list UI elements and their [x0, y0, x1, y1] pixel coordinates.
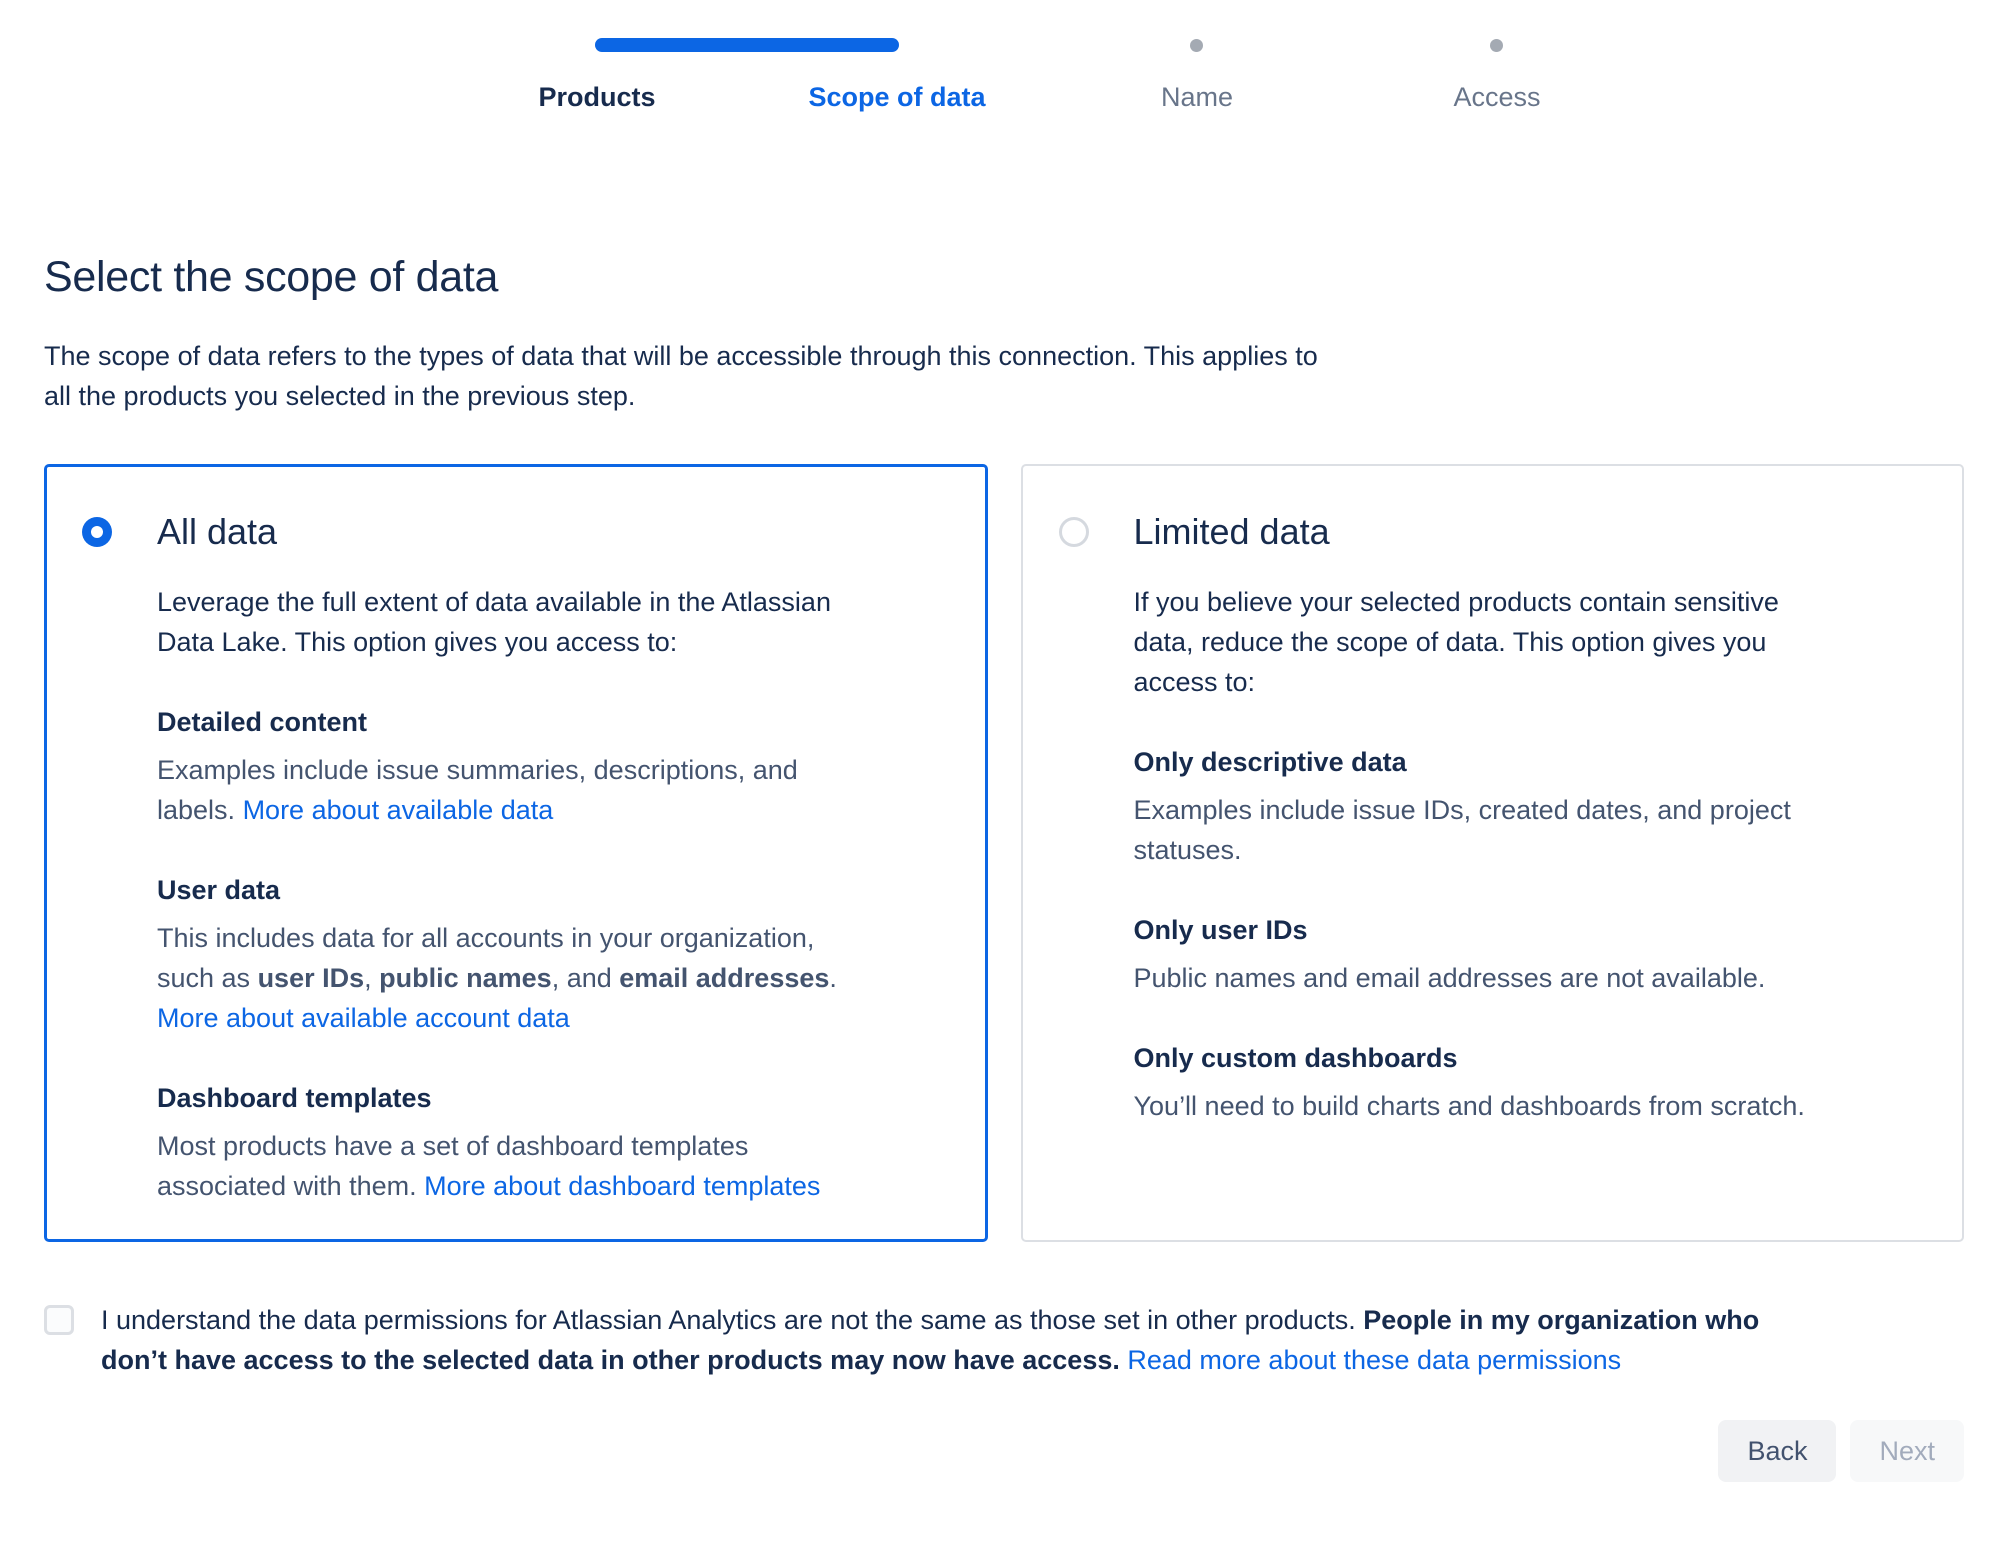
section-heading-only-user-ids: Only user IDs [1133, 915, 1308, 945]
radio-limited-data[interactable] [1059, 517, 1089, 547]
section-heading-dashboard-templates: Dashboard templates [157, 1083, 432, 1113]
wizard-stepper [447, 31, 1647, 113]
section-body-only-custom-dashboards: You’ll need to build charts and dashboards from scratch. [1133, 1091, 1805, 1121]
section-body-detailed-content [157, 750, 946, 830]
option-title-all-data: All data [157, 511, 278, 552]
section-detailed-content [157, 702, 946, 830]
user-data-line-2 [157, 958, 946, 998]
acknowledgement-bold-text-2: don’t have access to the selected data in other products may now have access. [101, 1345, 1128, 1375]
option-card-all-data[interactable] [44, 464, 988, 1242]
scope-of-data-wizard [0, 31, 2008, 1482]
acknowledgement-line-2 [101, 1340, 1759, 1380]
link-read-more-data-permissions[interactable]: Read more about these data permissions [1127, 1345, 1622, 1375]
option-body-all-data [157, 582, 946, 1206]
wizard-footer [44, 1420, 1964, 1482]
only-descriptive-data-line-2: statuses. [1133, 835, 1242, 865]
detailed-content-line-2 [157, 790, 946, 830]
user-data-bold-user-ids: user IDs [257, 963, 365, 993]
user-data-line-1: This includes data for all accounts in your organization, [157, 923, 815, 953]
option-body-limited-data [1134, 582, 1923, 1126]
section-body-only-descriptive-data [1134, 790, 1923, 870]
section-body-only-user-ids: Public names and email addresses are not available. [1133, 963, 1766, 993]
stepper-progress-bar [595, 38, 899, 52]
user-data-sep-2: , and [551, 963, 620, 993]
option-title-limited-data: Limited data [1133, 511, 1330, 552]
acknowledgement-line-1 [101, 1300, 1759, 1340]
section-only-user-ids [1134, 910, 1923, 998]
stepper-dot-access [1490, 39, 1503, 52]
user-data-bold-public-names: public names [379, 963, 552, 993]
stepper-step-products: Products [538, 82, 656, 112]
all-data-lead [157, 582, 946, 662]
next-button[interactable]: Next [1850, 1420, 1964, 1482]
option-card-limited-data[interactable] [1021, 464, 1965, 1242]
limited-data-lead-line-1: If you believe your selected products contain sensitive [1133, 587, 1779, 617]
dashboard-templates-line-1: Most products have a set of dashboard templates [157, 1131, 749, 1161]
section-body-dashboard-templates [157, 1126, 946, 1206]
acknowledgement-text [101, 1300, 1759, 1380]
section-only-descriptive-data [1134, 742, 1923, 870]
section-only-custom-dashboards [1134, 1038, 1923, 1126]
section-dashboard-templates [157, 1078, 946, 1206]
data-permissions-checkbox[interactable] [44, 1305, 74, 1335]
page-title: Select the scope of data [44, 253, 499, 301]
only-descriptive-data-line-1: Examples include issue IDs, created dates, and project [1133, 795, 1791, 825]
page-description [44, 336, 1964, 416]
link-more-about-available-data[interactable]: More about available data [242, 795, 554, 825]
limited-data-lead [1134, 582, 1923, 702]
section-user-data [157, 870, 946, 1038]
acknowledgement-normal-text: I understand the data permissions for Atlassian Analytics are not the same as those set in other products. [101, 1305, 1364, 1335]
back-button[interactable]: Back [1718, 1420, 1836, 1482]
dashboard-templates-line-2-text: associated with them. [157, 1171, 425, 1201]
user-data-sep-1: , [364, 963, 380, 993]
page-description-line-2: all the products you selected in the previous step. [44, 381, 636, 411]
user-data-link-line [157, 998, 946, 1038]
user-data-bold-email-addresses: email addresses [619, 963, 830, 993]
detailed-content-line-1: Examples include issue summaries, descriptions, and [157, 755, 798, 785]
scope-options [44, 464, 1964, 1242]
stepper-step-access: Access [1453, 82, 1541, 112]
limited-data-lead-line-3: access to: [1133, 667, 1256, 697]
acknowledgement-row [44, 1300, 1964, 1380]
user-data-line-2-prefix: such as [157, 963, 258, 993]
link-more-about-dashboard-templates[interactable]: More about dashboard templates [424, 1171, 821, 1201]
acknowledgement-bold-text-1: People in my organization who [1363, 1305, 1760, 1335]
all-data-lead-line-2: Data Lake. This option gives you access to: [157, 627, 678, 657]
section-body-user-data [157, 918, 946, 1038]
user-data-suffix: . [829, 963, 837, 993]
all-data-lead-line-1: Leverage the full extent of data available in the Atlassian [157, 587, 831, 617]
option-head-all-data [82, 510, 946, 554]
option-head-limited-data [1059, 510, 1923, 554]
detailed-content-line-2-text: labels. [157, 795, 243, 825]
link-more-about-available-account-data[interactable]: More about available account data [157, 1003, 570, 1033]
section-heading-only-descriptive-data: Only descriptive data [1133, 747, 1407, 777]
dashboard-templates-line-2 [157, 1166, 946, 1206]
stepper-dot-name [1190, 39, 1203, 52]
radio-all-data[interactable] [82, 517, 112, 547]
stepper-track [447, 31, 1647, 59]
section-heading-only-custom-dashboards: Only custom dashboards [1133, 1043, 1458, 1073]
stepper-labels [447, 81, 1647, 113]
limited-data-lead-line-2: data, reduce the scope of data. This option gives you [1133, 627, 1767, 657]
section-heading-user-data: User data [157, 875, 281, 905]
page-description-line-1: The scope of data refers to the types of data that will be accessible through this connection. This applies to [44, 341, 1318, 371]
stepper-step-scope-of-data: Scope of data [808, 82, 986, 112]
stepper-step-name: Name [1160, 82, 1234, 112]
section-heading-detailed-content: Detailed content [157, 707, 368, 737]
